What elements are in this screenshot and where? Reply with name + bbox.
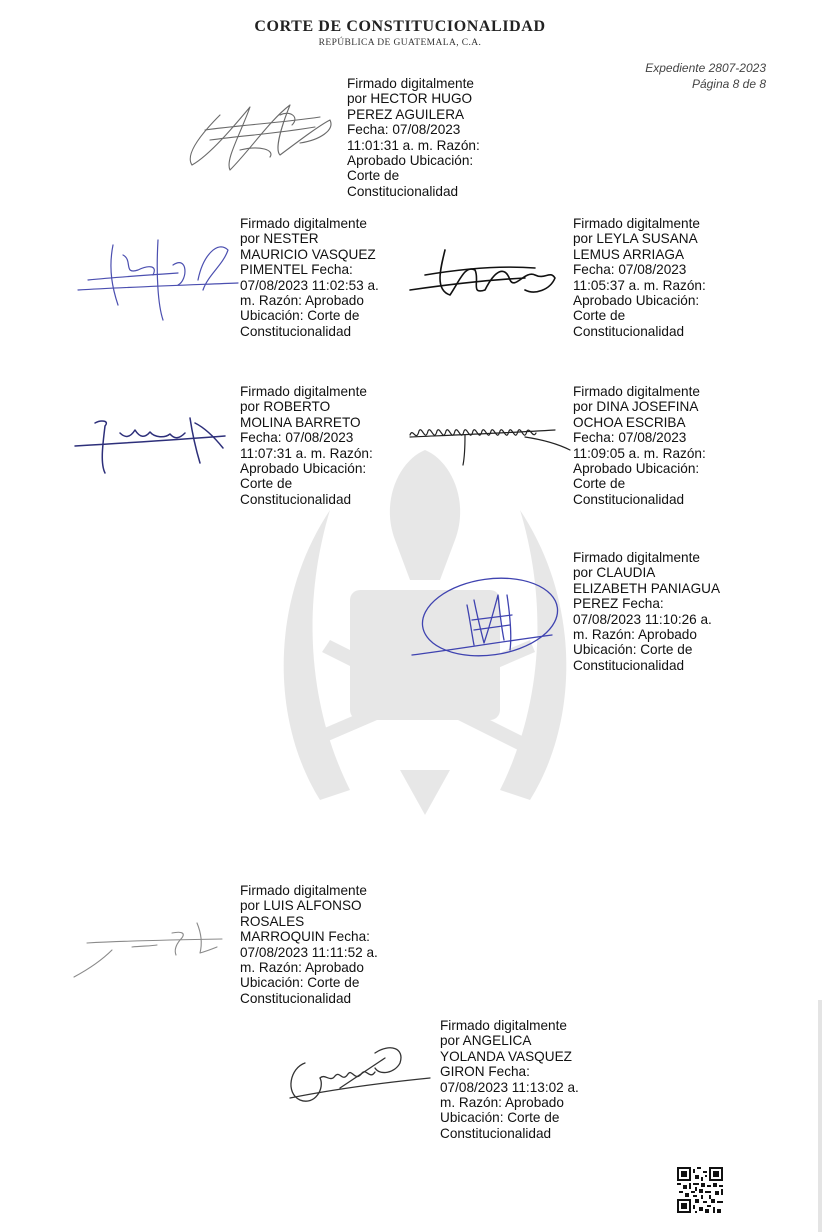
signature-angelica-vasquez — [280, 1038, 440, 1113]
republic-subtitle: REPÚBLICA DE GUATEMALA, C.A. — [318, 38, 482, 48]
signature-leyla-lemus — [405, 240, 565, 310]
court-name: CORTE DE CONSTITUCIONALIDAD — [254, 18, 546, 35]
signature-hector-perez — [180, 95, 340, 185]
signature-roberto-molina — [75, 408, 235, 478]
signature-dina-ochoa — [405, 415, 570, 470]
signature-luis-rosales — [72, 915, 232, 980]
page-edge-shadow — [818, 1000, 822, 1232]
signature-caption-leyla-lemus: Firmado digitalmente por LEYLA SUSANA LEMUS ARRIAGA Fecha: 07/08/2023 11:05:37 a. m. Razón: Aprobado Ubicación: Corte de Constitucionalidad — [573, 216, 706, 339]
signature-caption-hector-perez: Firmado digitalmente por HECTOR HUGO PEREZ AGUILERA Fecha: 07/08/2023 11:01:31 a. m. Razón: Aprobado Ubicación: Corte de Constitucionalidad — [347, 76, 480, 199]
signature-caption-dina-ochoa: Firmado digitalmente por DINA JOSEFINA OCHOA ESCRIBA Fecha: 07/08/2023 11:09:05 a. m. Razón: Aprobado Ubicación: Corte de Constitucionalidad — [573, 384, 706, 507]
signature-nester-vasquez — [78, 235, 238, 325]
signature-caption-nester-vasquez: Firmado digitalmente por NESTER MAURICIO VASQUEZ PIMENTEL Fecha: 07/08/2023 11:02:53 a. m. Razón: Aprobado Ubicación: Corte de Constitucionalidad — [240, 216, 379, 339]
signature-claudia-paniagua — [412, 565, 572, 670]
signature-caption-roberto-molina: Firmado digitalmente por ROBERTO MOLINA BARRETO Fecha: 07/08/2023 11:07:31 a. m. Razón: Aprobado Ubicación: Corte de Constitucionalidad — [240, 384, 373, 507]
signature-caption-luis-rosales: Firmado digitalmente por LUIS ALFONSO ROSALES MARROQUIN Fecha: 07/08/2023 11:11:52 a. m. Razón: Aprobado Ubicación: Corte de Constitucionalidad — [240, 883, 378, 1006]
signature-caption-claudia-paniagua: Firmado digitalmente por CLAUDIA ELIZABETH PANIAGUA PEREZ Fecha: 07/08/2023 11:10:26 a. m. Razón: Aprobado Ubicación: Corte de Constitucionalidad — [573, 550, 721, 673]
signature-caption-angelica-vasquez: Firmado digitalmente por ANGELICA YOLANDA VASQUEZ GIRON Fecha: 07/08/2023 11:13:02 a. m. Razón: Aprobado Ubicación: Corte de Constitucionalidad — [440, 1018, 579, 1141]
expediente-number: Expediente 2807-2023 — [645, 61, 766, 75]
page-number: Página 8 de 8 — [691, 77, 766, 91]
qr-code-icon — [677, 1167, 723, 1213]
